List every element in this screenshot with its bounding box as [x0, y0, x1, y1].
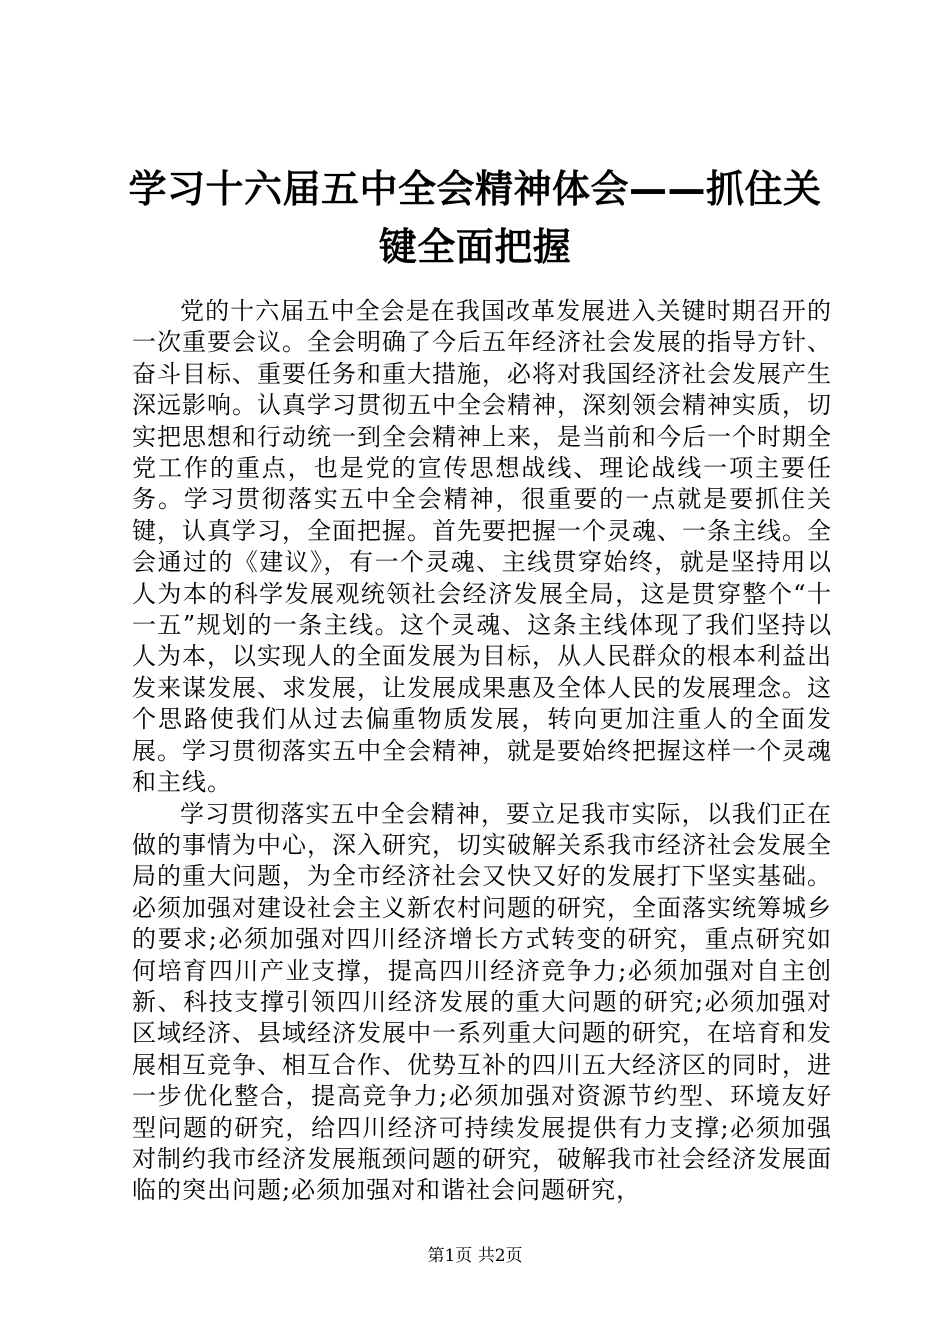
paragraph: 党的十六届五中全会是在我国改革发展进入关键时期召开的一次重要会议。全会明确了今后五年经济社会发展的指导方针、奋斗目标、重要任务和重大措施，必将对我国经济社会发展产生深远影响。认真学习贯彻五中全会精神，深刻领会精神实质，切实把思想和行动统一到全会精神上来，是当前和今后一个时期全党工作的重点，也是党的宣传思想战线、理论战线一项主要任务。学习贯彻落实五中全会精神，很重要的一点就是要抓住关键，认真学习，全面把握。首先要把握一个灵魂、一条主线。全会通过的《建议》，有一个灵魂、主线贯穿始终，就是坚持用以人为本的科学发展观统领社会经济发展全局，这是贯穿整个“十一五”规划的一条主线。这个灵魂、这条主线体现了我们坚持以人为本，以实现人的全面发展为目标，从人民群众的根本利益出发来谋发展、求发展，让发展成果惠及全体人民的发展理念。这个思路使我们从过去偏重物质发展，转向更加注重人的全面发展。学习贯彻落实五中全会精神，就是要始终把握这样一个灵魂和主线。 [132, 297, 832, 797]
document-body [132, 296, 832, 1207]
document-title: 学习十六届五中全会精神体会——抓住关键全面把握 [128, 167, 822, 269]
paragraph: 学习贯彻落实五中全会精神，要立足我市实际，以我们正在做的事情为中心，深入研究，切实破解关系我市经济社会发展全局的重大问题，为全市经济社会又快又好的发展打下坚实基础。必须加强对建设社会主义新农村问题的研究，全面落实统筹城乡的要求;必须加强对四川经济增长方式转变的研究，重点研究如何培育四川产业支撑，提高四川经济竞争力;必须加强对自主创新、科技支撑引领四川经济发展的重大问题的研究;必须加强对区域经济、县域经济发展中一系列重大问题的研究，在培育和发展相互竞争、相互合作、优势互补的四川五大经济区的同时，进一步优化整合，提高竞争力;必须加强对资源节约型、环境友好型问题的研究，给四川经济可持续发展提供有力支撑;必须加强对制约我市经济发展瓶颈问题的研究，破解我市社会经济发展面临的突出问题;必须加强对和谐社会问题研究， [132, 799, 832, 1205]
page-number-footer: 第1页 共2页 [427, 1246, 523, 1266]
